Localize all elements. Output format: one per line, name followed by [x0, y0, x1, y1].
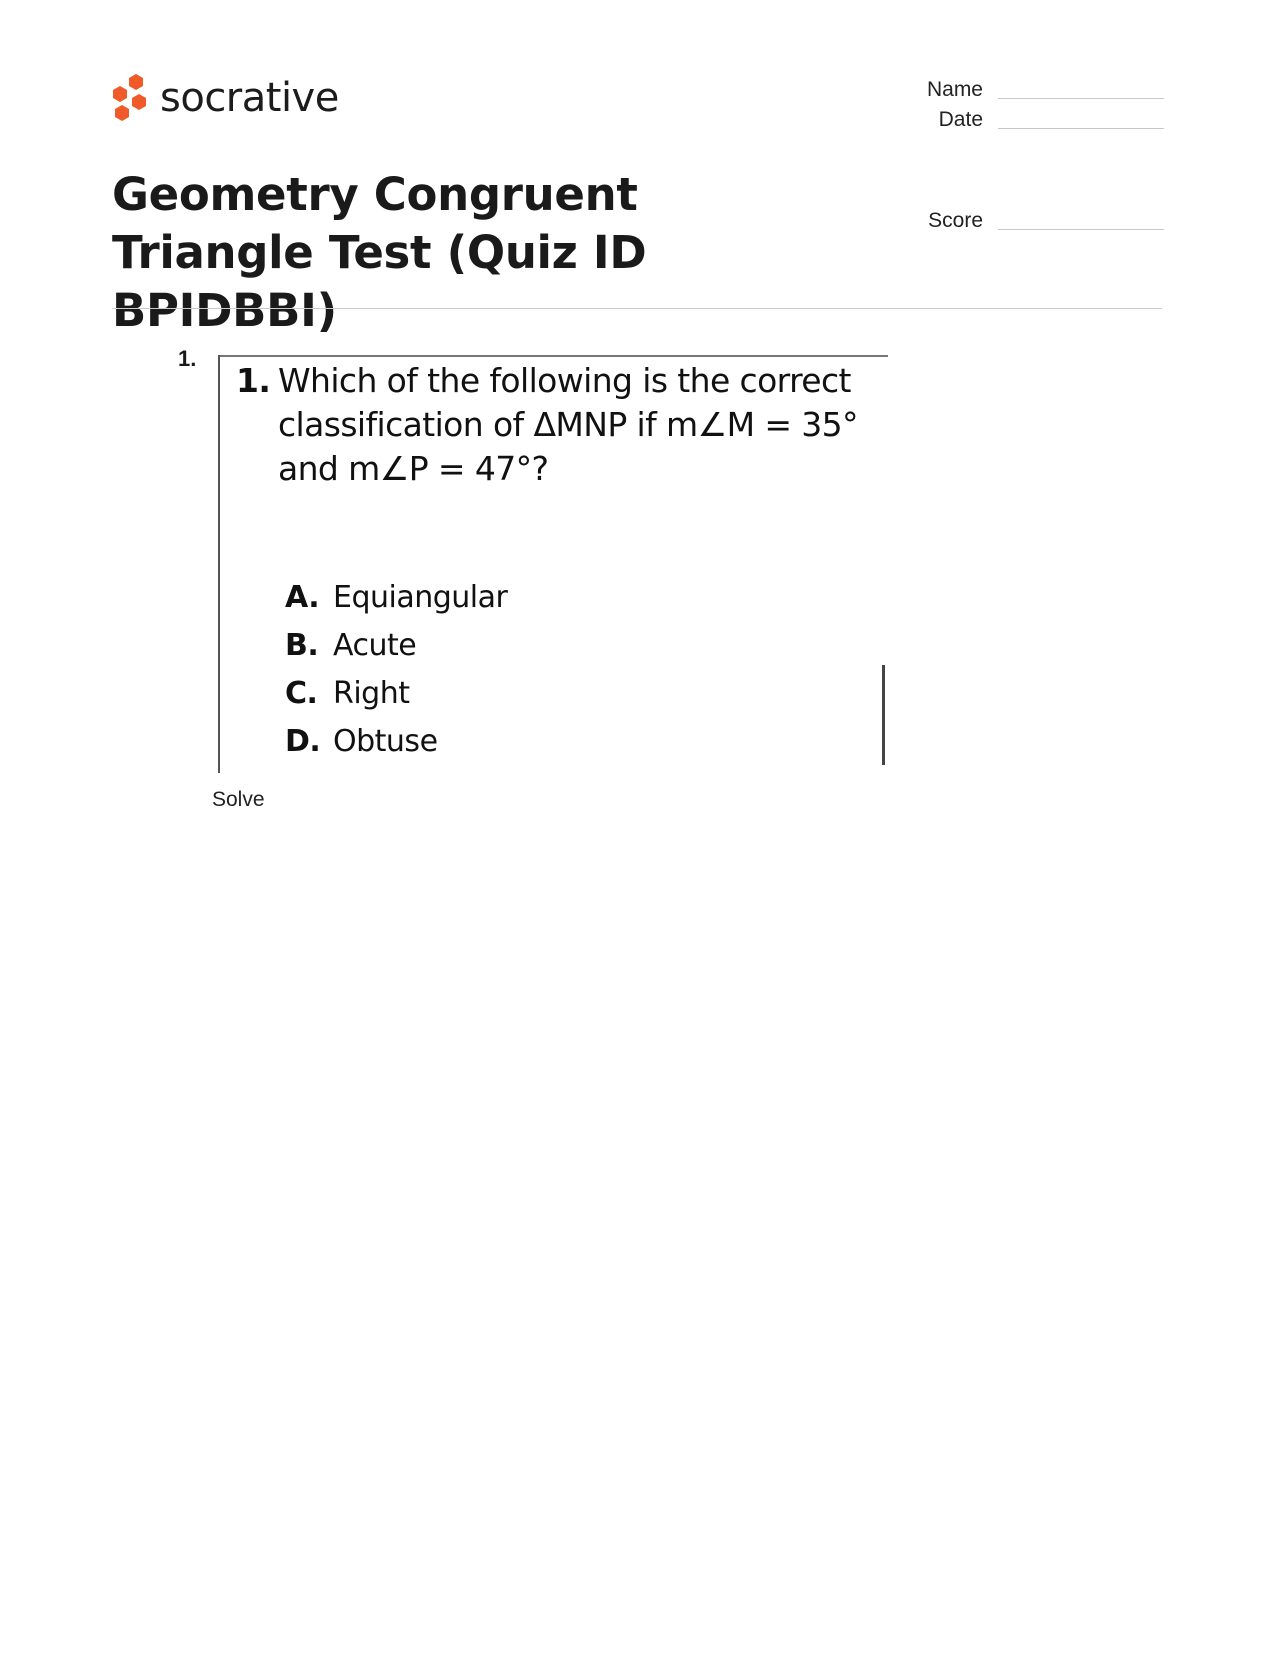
- question-line-1: [236, 359, 876, 403]
- image-border-right: [882, 665, 885, 765]
- option-b: [285, 621, 507, 669]
- solve-instruction: Solve: [212, 788, 265, 811]
- option-letter: D.: [285, 723, 321, 759]
- option-text: Acute: [333, 627, 417, 663]
- score-field: [863, 209, 1164, 233]
- brand-name: socrative: [160, 75, 339, 121]
- score-line: [998, 228, 1164, 230]
- option-letter: A.: [285, 579, 320, 615]
- score-label: Score: [928, 209, 983, 232]
- option-a: [285, 573, 507, 621]
- option-text: Equiangular: [333, 579, 508, 615]
- name-field: [863, 78, 1164, 102]
- name-label: Name: [926, 78, 983, 101]
- page-title: Geometry Congruent Triangle Test (Quiz ID BPIDBBI): [112, 168, 647, 337]
- hexagon-cluster-icon: [112, 74, 148, 122]
- socrative-logo: [112, 74, 339, 122]
- question-image: [218, 355, 888, 773]
- answer-options: [285, 573, 507, 765]
- option-letter: B.: [285, 627, 319, 663]
- image-question-number: 1.: [236, 361, 271, 400]
- question-text-line-3: and m∠P = 47°?: [278, 449, 549, 488]
- option-text: Right: [333, 675, 410, 711]
- option-d: [285, 717, 507, 765]
- image-border-top: [218, 355, 888, 357]
- date-line: [998, 127, 1164, 129]
- header-divider: [112, 308, 1162, 309]
- option-letter: C.: [285, 675, 318, 711]
- question-text-line-1: Which of the following is the correct: [278, 361, 851, 400]
- name-line: [998, 97, 1164, 99]
- question-text: [236, 359, 876, 491]
- image-border-left: [218, 355, 220, 773]
- date-label: Date: [938, 108, 983, 131]
- question-text-line-2: classification of ΔMNP if m∠M = 35°: [278, 405, 858, 444]
- question-number: 1.: [178, 346, 197, 371]
- date-field: [863, 108, 1164, 132]
- option-text: Obtuse: [333, 723, 438, 759]
- option-c: [285, 669, 507, 717]
